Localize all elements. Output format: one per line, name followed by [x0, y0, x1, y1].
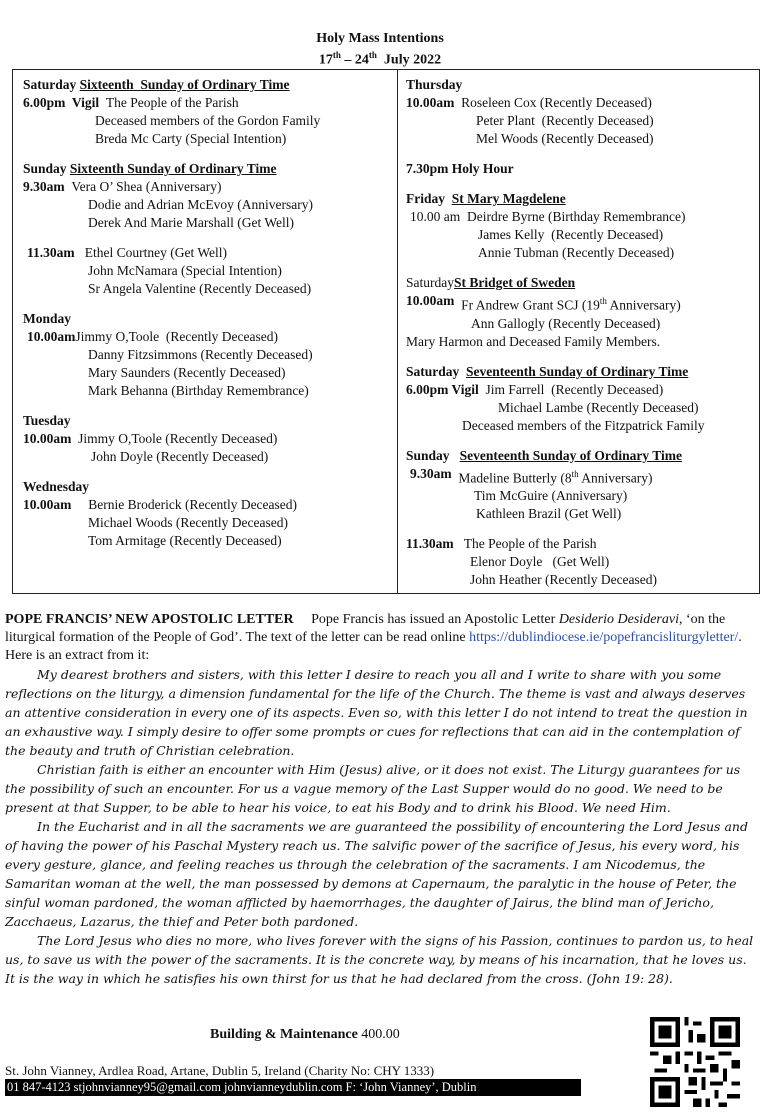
quote-paragraph: The Lord Jesus who dies no more, who lives forever with the signs of his Passion, continues to pardon us, to heal us, to save us with the power of the sacraments. It is the concrete way, by means of his incarnation, that he loves us. It is the way in which he satisfies his own thirst for us that he had declared from the cross. (John 19: 28). [5, 933, 754, 986]
mass-entry: 6.00pm Vigil Jim Farrell (Recently Deceased) [406, 381, 664, 397]
intention: Dodie and Adrian McEvoy (Anniversary) [88, 197, 313, 212]
apostolic-letter-article [5, 611, 760, 988]
intention: Sr Angela Valentine (Recently Deceased) [88, 281, 312, 296]
quote-paragraph: In the Eucharist and in all the sacraments we are guaranteed the possibility of encountering the Lord Jesus and of having the power of his Paschal Mystery reach us. The salvific power of the sacrifice of Jesus, his every word, his every gesture, glance, and feeling reaches us through the celebration of the sacraments. I am Nicodemus, the Samaritan woman at the well, the man possessed by demons at Capernaum, the paralytic in the house of Peter, the sinful woman pardoned, the woman afflicted by haemorrhages, the daughter of Jairus, the blind man of Jericho, Zacchaeus, Lazarus, the thief and Peter both pardoned. [5, 819, 748, 929]
day-heading: Monday [23, 311, 72, 326]
intention: Elenor Doyle (Get Well) [470, 554, 610, 569]
day-heading: Thursday [406, 77, 463, 92]
mass-entry: 6.00pm Vigil The People of the Parish [23, 95, 239, 110]
intention: Mary Saunders (Recently Deceased) [88, 365, 286, 380]
letter-extract [5, 665, 760, 988]
intention: Deceased members of the Fitzpatrick Family [462, 417, 705, 433]
intention: Breda Mc Carty (Special Intention) [95, 131, 287, 146]
parish-address: St. John Vianney, Ardlea Road, Artane, Dublin 5, Ireland (Charity No: CHY 1333) [5, 1063, 435, 1078]
date-month: July 2022 [376, 52, 442, 68]
column-divider [397, 70, 398, 593]
day-heading: Sunday Sixteenth Sunday of Ordinary Time [23, 161, 277, 176]
quote-paragraph: Christian faith is either an encounter with Him (Jesus) alive, or it does not exist. The Liturgy guarantees for us the possibility of such an encounter. For us a vague memory of the Last Supper would do no good. We need to be present at that Supper, to be able to hear his voice, to eat his Body and to drink his Blood. We need Him. [5, 762, 741, 815]
intention: Deceased members of the Gordon Family [95, 113, 321, 128]
date-range [0, 47, 760, 69]
contact-bar: 01 847-4123 stjohnvianney95@gmail.com johnvianneydublin.com F: ‘John Vianney’, Dublin [5, 1079, 581, 1096]
article-heading: POPE FRANCIS’ NEW APOSTOLIC LETTER [5, 612, 294, 627]
intention: Danny Fitzsimmons (Recently Deceased) [88, 347, 313, 362]
mass-entry: 9.30am Vera O’ Shea (Anniversary) [23, 179, 222, 194]
left-column [23, 76, 393, 550]
page-title [0, 30, 760, 69]
intention: Tim McGuire (Anniversary) [474, 488, 628, 503]
mass-entry: 10.00am Fr Andrew Grant SCJ (19th Anniversary) [406, 293, 681, 313]
holy-hour: 7.30pm Holy Hour [406, 161, 514, 176]
intention: Mel Woods (Recently Deceased) [476, 131, 654, 146]
day-heading: Friday St Mary Magdelene [406, 191, 566, 206]
right-column [406, 76, 756, 589]
mass-entry: 10.00am Bernie Broderick (Recently Deceased) [23, 497, 298, 512]
mass-entry: 9.30am Madeline Butterly (8th Anniversary) [410, 465, 653, 485]
qr-code-icon [650, 1017, 740, 1107]
intention: James Kelly (Recently Deceased) [478, 227, 664, 242]
intention: Derek And Marie Marshall (Get Well) [88, 215, 294, 230]
quote-paragraph: My dearest brothers and sisters, with this letter I desire to reach you all and I write to share with you some reflections on the liturgy, a dimension fundamental for the life of the Church. The theme is vast and always deserves an attentive consideration in every one of its aspects. Even so, with this letter I do not intend to treat the question in an exhaustive way. I simply desire to offer some prompts or cues for reflections that can aid in the contemplation of the beauty and truth of Christian celebration. [5, 667, 748, 758]
date-end: – 24 [340, 52, 369, 68]
mass-entry: 11.30am The People of the Parish [406, 536, 597, 551]
article-intro: POPE FRANCIS’ NEW APOSTOLIC LETTER Pope Francis has issued an Apostolic Letter Desiderio Desideravi, ‘on the liturgical formation of the People of God’. The text of the letter can be read online https://dublindiocese.ie/popefrancisliturgyletter/. Here is an extract from it: [5, 612, 742, 663]
intention: Annie Tubman (Recently Deceased) [478, 245, 675, 260]
intention: Tom Armitage (Recently Deceased) [88, 533, 282, 548]
date-suffix: th [368, 50, 377, 60]
mass-entry: 10.00 am Deirdre Byrne (Birthday Remembrance) [410, 209, 686, 224]
mass-entry: 11.30am Ethel Courtney (Get Well) [27, 245, 228, 260]
intention: Peter Plant (Recently Deceased) [476, 113, 654, 128]
intention: Kathleen Brazil (Get Well) [476, 506, 622, 521]
date-suffix: th [332, 50, 341, 60]
day-heading: Wednesday [23, 479, 90, 494]
mass-entry: 10.00am Roseleen Cox (Recently Deceased) [406, 95, 652, 110]
letter-link[interactable]: https://dublindiocese.ie/popefrancisliturgyletter/ [469, 630, 739, 645]
day-heading: SaturdaySt Bridget of Sweden [406, 275, 576, 290]
intention: Michael Woods (Recently Deceased) [88, 515, 288, 530]
mass-entry: 10.00am Jimmy O,Toole (Recently Deceased) [27, 329, 278, 344]
title-text: Holy Mass Intentions [316, 31, 444, 46]
intention: Mary Harmon and Deceased Family Members. [406, 333, 661, 349]
day-heading: Saturday Sixteenth Sunday of Ordinary Time [23, 77, 290, 92]
intention: Michael Lambe (Recently Deceased) [498, 399, 699, 415]
intention: John Heather (Recently Deceased) [470, 572, 658, 587]
day-heading: Saturday Seventeenth Sunday of Ordinary Time [406, 363, 689, 379]
mass-intentions-table [12, 69, 760, 594]
date-start: 17 [318, 52, 333, 68]
day-heading: Sunday Seventeenth Sunday of Ordinary Time [406, 447, 682, 463]
intention: John McNamara (Special Intention) [88, 263, 282, 278]
mass-entry: 10.00am Jimmy O,Toole (Recently Deceased) [23, 431, 278, 446]
day-heading: Tuesday [23, 413, 71, 428]
intention: Ann Gallogly (Recently Deceased) [471, 315, 661, 331]
building-maintenance: Building & Maintenance 400.00 [210, 1027, 400, 1042]
intention: John Doyle (Recently Deceased) [91, 449, 269, 464]
intention: Mark Behanna (Birthday Remembrance) [88, 383, 309, 398]
